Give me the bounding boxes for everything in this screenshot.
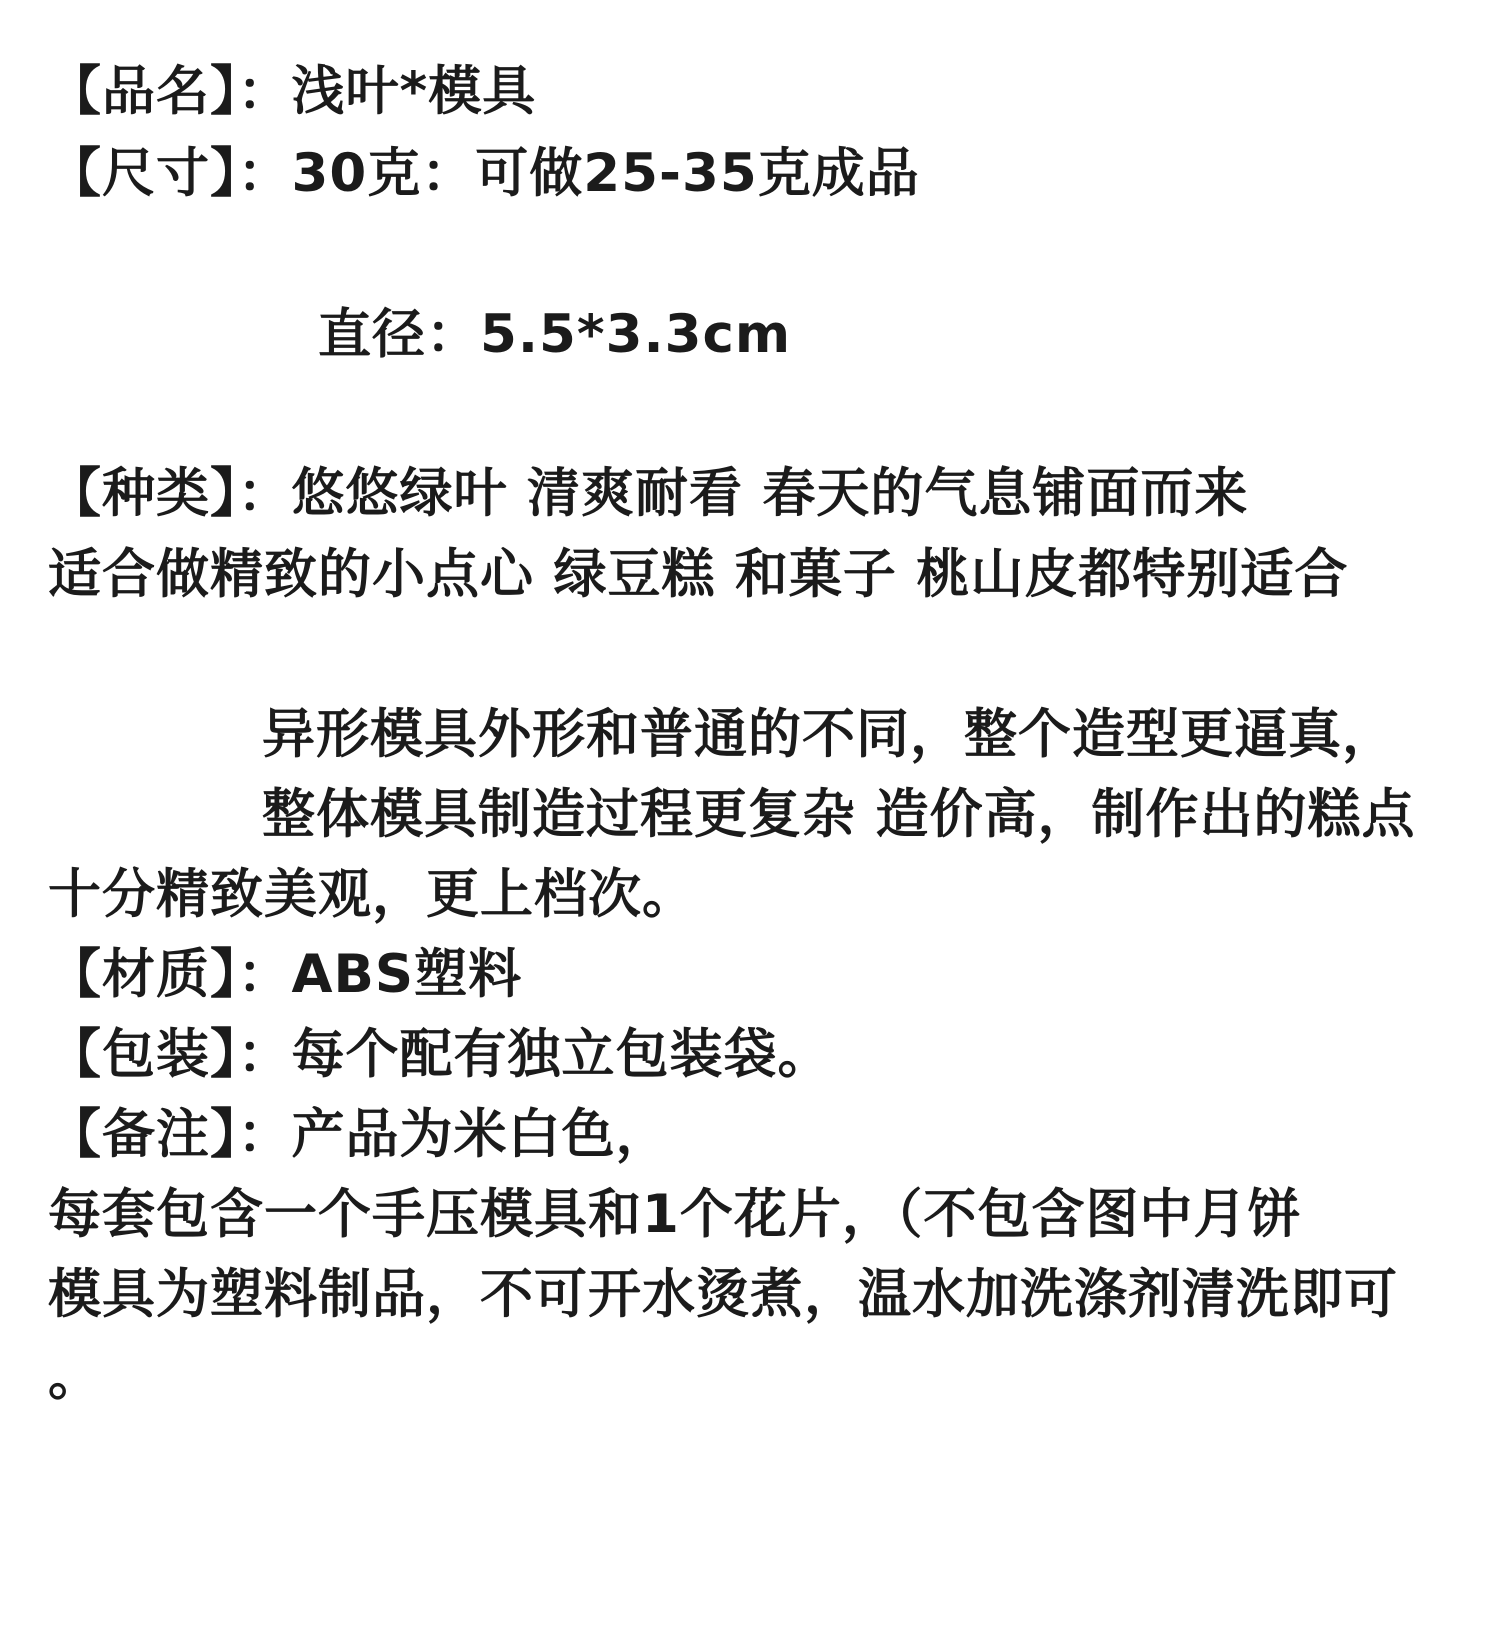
text-line-type: 【种类】：悠悠绿叶 清爽耐看 春天的气息铺面而来: [48, 463, 1249, 524]
text-line-packaging: 【包装】：每个配有独立包装袋。: [48, 1024, 832, 1085]
text-line-shape-description-1: 异形模具外形和普通的不同，整个造型更逼真，: [262, 704, 1396, 765]
text-line-set-contents: 每套包含一个手压模具和1个花片，（不包含图中月饼: [48, 1184, 1302, 1245]
text-line-care-instructions: 模具为塑料制品，不可开水烫煮，温水加洗涤剂清洗即可: [48, 1264, 1398, 1325]
text-line-shape-description-3: 十分精致美观，更上档次。: [48, 864, 696, 925]
text-line-shape-description-2: 整体模具制造过程更复杂 造价高，制作出的糕点: [262, 784, 1416, 845]
text-line-product-name: 【品名】：浅叶*模具: [48, 61, 537, 122]
text-line-size: 【尺寸】：30克：可做25-35克成品: [48, 143, 920, 204]
text-line-diameter: 直径：5.5*3.3cm: [318, 304, 792, 365]
text-line-remarks: 【备注】：产品为米白色，: [48, 1104, 670, 1165]
text-line-material: 【材质】：ABS塑料: [48, 944, 523, 1005]
text-line-period: 。: [48, 1346, 102, 1407]
text-line-suitable-use: 适合做精致的小点心 绿豆糕 和菓子 桃山皮都特别适合: [48, 544, 1349, 605]
